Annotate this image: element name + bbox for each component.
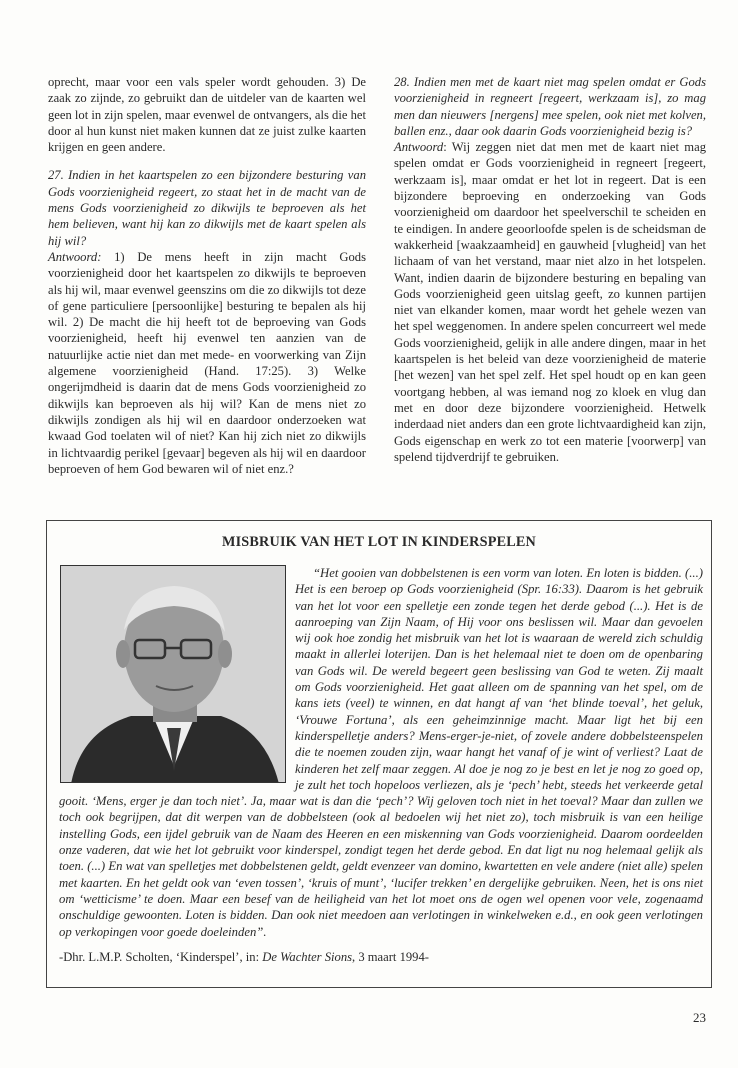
question-28 bbox=[394, 74, 706, 465]
answer-28-text: : Wij zeggen niet dat men met de kaart niet mag spelen omdat er Gods voorzienigheid in regneert [regeert, werkzaam is], maar omdat er het lot in regeert. Dat is een bijzondere beproeving en onderzoeking van Gods voorzienigheid om daardoor het speelverschil te scheiden en te eindigen. In andere geoorloofde spelen is de scheidsman de wakkerheid [waakzaamheid] en gauwheid [vlugheid] van het lichaam of van het verstand, maar niet alzo in het lotspelen. Want, indien daarin de bijzondere besturing en bepaling van Gods voorzienigheid geen uitslag geeft, zo kunnen partijen niet van elkander komen, maar wordt het gehele wezen van het spel weggenomen. In andere spelen concurreert wel mede Gods voorzienigheid, gelijk in alle andere dingen, maar in het kaartspelen is het beleid van deze voorzienigheid de materie [het wezen] van het spel zelf. Het spel houdt op en kan geen voortgang hebben, al was iemand nog zo kloek en vlug dan met en door deze bijzondere voorzienigheid. Hetwelk inderdaad niet anders dan een grote lichtvaardigheid kan zijn, Gods eigenschap en werk zo tot een materie [voorwerp] van spelend tijdverdrijf te gebruiken. bbox=[394, 140, 706, 464]
answer-28-label: Antwoord bbox=[394, 140, 444, 155]
box-title: MISBRUIK VAN HET LOT IN KINDERSPELEN bbox=[221, 534, 537, 550]
page-number: 23 bbox=[693, 1010, 706, 1025]
left-paragraph-continuation: oprecht, maar voor een vals speler wordt gehouden. 3) De zaak zo zijnde, zo gebruikt dan de uitdeler van de kaarten wel geen lot in zijn spelen, maar evenwel de ontvangers, als die het door al hun kunst niet maken kunnen dat ze juist zulke kaarten krijgen en geen andere. bbox=[48, 75, 366, 155]
source-magazine: De Wachter Sions bbox=[262, 950, 353, 964]
source-prefix: -Dhr. L.M.P. Scholten, ‘Kinderspel’, in: bbox=[59, 950, 263, 964]
source-suffix: , 3 maart 1994- bbox=[352, 950, 429, 964]
question-27-text: 27. Indien in het kaartspelen zo een bijzondere besturing van Gods voorzienigheid regeert, zo staat het in de macht van de mens Gods voorzienigheid zo dikwijls te beproeven als het hem believen, want hij kan zo dikwijls met de kaart spelen als hij wil? bbox=[48, 168, 366, 248]
answer-27-label: Antwoord: bbox=[48, 249, 102, 264]
answer-27-text: 1) De mens heeft in zijn macht Gods voorzienigheid door het kaartspelen zo dikwijls te beproeven als hij wil, maar evenwel geenszins om die zo dikwijls tot deze of gene particuliere [persoonlijke] besturing te bepalen als hij wil. 2) De macht die hij heeft tot de beproeving van Gods voorzienigheid, heeft hij evenwel ten aanzien van de natuurlijke actie niet dan met mede- en voorwerking van Zijn algemene voorzienigheid (Hand. 17:25). 3) Welke ongerijmdheid is daarin dat de mens Gods voorzienigheid zo dikwijls kan beproeven als hij wil? Kan de mens niet zo dikwijls zondigen als hij wil en daardoor onderzoeken wat kwaad God toelaten wil of niet? Kan hij zich niet zo dikwijls in lichtvaardig perikel [gevaar] begeven als hij wil en daardoor beproeven of hem God bewaren wil of niet enz.? bbox=[48, 249, 366, 476]
right-column bbox=[394, 74, 706, 465]
quote-box bbox=[46, 520, 712, 988]
question-27 bbox=[48, 167, 366, 477]
left-column bbox=[48, 74, 366, 477]
quote-text: “Het gooien van dobbelstenen is een vorm van loten. En loten is bidden. (...) Het is een beroep op Gods voorzienigheid (Spr. 16:33). Daarom is het gebruik van het lot voor een spelletje een zonde tegen het derde gebod (...). Het is de aanroeping van Zijn Naam, of Hij voor ons beslissen wil. Maar dan gevoelen wij ook hoe zondig het misbruik van het lot is waaraan de wereld zich schuldig maakt in allerlei loterijen. Dan is het helemaal niet te doen om de openbaring van Gods wil. De wereld begeert geen beslissing van God te weten. Zij maalt om Gods voorzienigheid. Het gaat alleen om de spanning van het spel, om de kans iets (veel) te winnen, en dat hangt af van ‘het blinde toeval’, het geluk, ‘Vrouwe Fortuna’, als een geheimzinnige macht. Maar ligt het bij een kinderspelletje anders? Mens-erger-je-niet, of zovele andere dobbelsteenspelen die te noemen zouden zijn, waar hangt het vanaf of je wint of verliest? Laat de kinderen het zelf maar zeggen. Al doe je nog zo je best en let je nog zo goed op, je zult het toch hopeloos verliezen, als je ‘pech’ hebt, steeds het verkeerde getal gooit. ‘Mens, erger je dan toch niet’. Ja, maar wat is dan die ‘pech’? Wij geloven toch niet in het toeval? Maar dan zullen we toch ook begrijpen, dat dit werpen van de dobbelsteen (ook al bedoelen wij het niet zo), toch misbruik is van een heilige instelling Gods, een ijdel gebruik van de Naam des Heeren en een miskenning van Gods voorzienigheid. Daarom oordeelden onze vaderen, dat wie het lot gebruikt voor kinderspel, zondigt tegen het derde gebod. En dat ligt nu nog helemaal gelijk als toen. (...) En wat van spelletjes met dobbelstenen geldt, geldt evenzeer van domino, kwartetten en vele andere (niet alle) spelen met kaarten. En het geldt ook van ‘even tossen’, ‘kruis of munt’, ‘lucifer trekken’ en dergelijke gebruiken. Neen, het is ons niet om ‘wetticisme’ te doen. Maar een besef van de heiligheid van het lot moet ons de ogen wel openen voor vele, zogenaamd onschuldige gewoonten. Loten is bidden. Dan ook niet meedoen aan verlotingen in winkelweken e.d., en ook geen verlotingen op verkopingen voor goede doeleinden”. bbox=[59, 566, 703, 939]
question-28-text: 28. Indien men met de kaart niet mag spelen omdat er Gods voorzienigheid in regneert [regeert, werkzaam is], zo mag men dan nieuwers [nergens] mee spelen, ook niet met kolven, ballen enz., daar ook daarin Gods voorzienigheid bezig is? bbox=[394, 75, 706, 138]
source-citation bbox=[59, 949, 429, 965]
quote-text-block bbox=[59, 565, 703, 940]
